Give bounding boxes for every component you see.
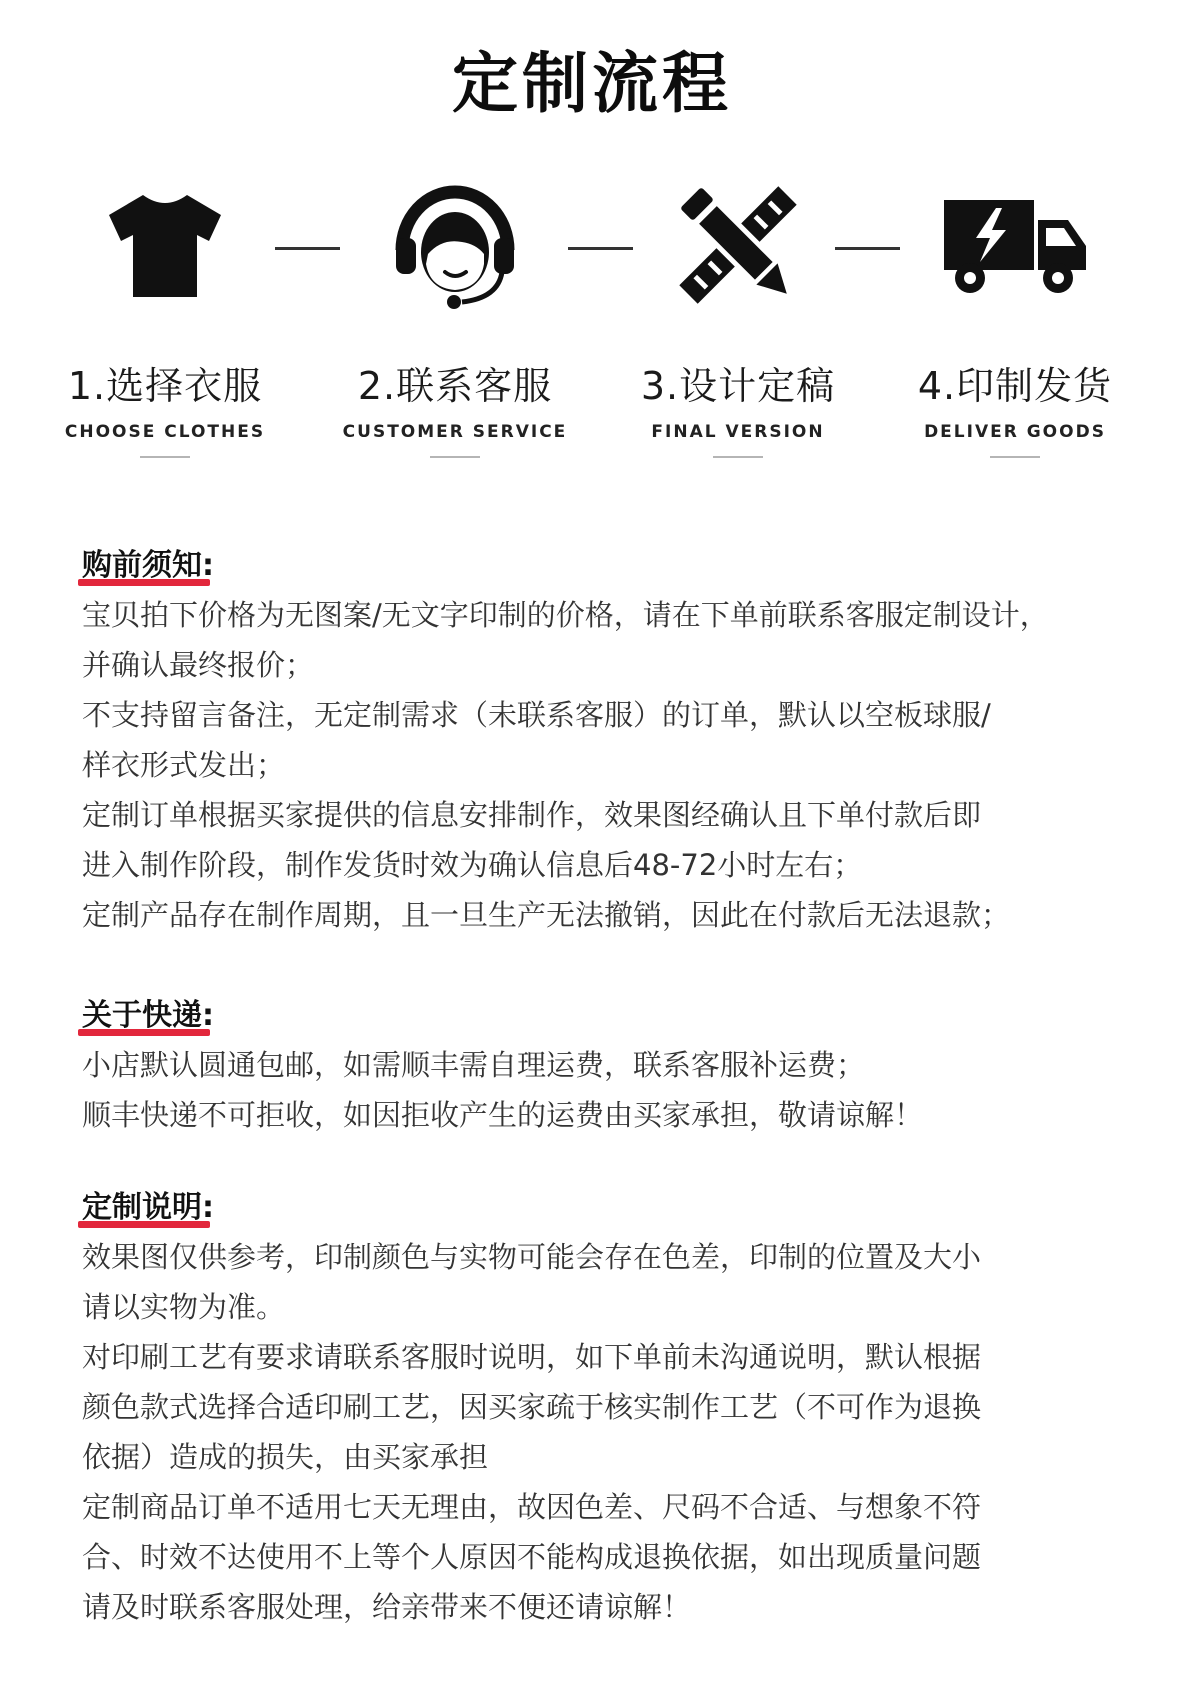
divider bbox=[140, 456, 190, 458]
notice-line: 小店默认圆通包邮，如需顺丰需自理运费，联系客服补运费； bbox=[82, 1048, 866, 1082]
step-deliver-goods bbox=[885, 175, 1145, 458]
headset-agent-icon bbox=[325, 175, 585, 315]
notice-line: 请及时联系客服处理，给亲带来不便还请谅解！ bbox=[82, 1590, 692, 1624]
section-title-text: 关于快递: bbox=[82, 998, 214, 1033]
step-sublabel: DELIVER GOODS bbox=[924, 422, 1106, 442]
notice-line: 定制产品存在制作周期，且一旦生产无法撤销，因此在付款后无法退款； bbox=[82, 898, 1011, 932]
section-pre-purchase-notice bbox=[82, 540, 1122, 940]
notice-line: 进入制作阶段，制作发货时效为确认信息后48-72小时左右； bbox=[82, 848, 863, 882]
divider bbox=[990, 456, 1040, 458]
section-title bbox=[82, 990, 214, 1036]
notice-line: 不支持留言备注，无定制需求（未联系客服）的订单，默认以空板球服/ bbox=[82, 698, 991, 732]
notice-line: 宝贝拍下价格为无图案/无文字印制的价格，请在下单前联系客服定制设计， bbox=[82, 598, 1049, 632]
notice-line: 颜色款式选择合适印刷工艺，因买家疏于核实制作工艺（不可作为退换 bbox=[82, 1390, 982, 1424]
page-title: 定制流程 bbox=[452, 45, 732, 122]
section-title bbox=[82, 1182, 214, 1228]
notice-line: 定制订单根据买家提供的信息安排制作，效果图经确认且下单付款后即 bbox=[82, 798, 982, 832]
notice-line: 顺丰快递不可拒收，如因拒收产生的运费由买家承担，敬请谅解！ bbox=[82, 1098, 924, 1132]
step-label: 2.联系客服 bbox=[357, 364, 553, 408]
notice-line: 效果图仅供参考，印制颜色与实物可能会存在色差，印制的位置及大小 bbox=[82, 1240, 982, 1274]
section-shipping bbox=[82, 990, 1122, 1140]
notice-line: 依据）造成的损失，由买家承担 bbox=[82, 1440, 489, 1474]
tshirt-icon bbox=[35, 175, 295, 315]
notice-line: 对印刷工艺有要求请联系客服时说明，如下单前未沟通说明，默认根据 bbox=[82, 1340, 982, 1374]
delivery-truck-icon bbox=[885, 175, 1145, 315]
step-label: 4.印制发货 bbox=[917, 364, 1113, 408]
step-sublabel: CHOOSE CLOTHES bbox=[64, 422, 266, 442]
notice-line: 样衣形式发出； bbox=[82, 748, 286, 782]
notice-line: 定制商品订单不适用七天无理由，故因色差、尺码不合适、与想象不符 bbox=[82, 1490, 982, 1524]
pencil-ruler-icon bbox=[608, 175, 868, 315]
notice-line: 合、时效不达使用不上等个人原因不能构成退换依据，如出现质量问题 bbox=[82, 1540, 982, 1574]
section-custom-notes bbox=[82, 1182, 1122, 1632]
step-final-version bbox=[608, 175, 868, 458]
step-label: 3.设计定稿 bbox=[640, 364, 836, 408]
section-title-text: 购前须知: bbox=[82, 548, 214, 583]
notice-line: 请以实物为准。 bbox=[82, 1290, 286, 1324]
divider bbox=[713, 456, 763, 458]
notice-line: 并确认最终报价； bbox=[82, 648, 315, 682]
step-sublabel: FINAL VERSION bbox=[651, 422, 825, 442]
section-title bbox=[82, 540, 214, 586]
step-customer-service bbox=[325, 175, 585, 458]
section-title-text: 定制说明: bbox=[82, 1190, 214, 1225]
step-label: 1.选择衣服 bbox=[67, 364, 263, 408]
divider bbox=[430, 456, 480, 458]
step-sublabel: CUSTOMER SERVICE bbox=[342, 422, 568, 442]
step-choose-clothes bbox=[35, 175, 295, 458]
